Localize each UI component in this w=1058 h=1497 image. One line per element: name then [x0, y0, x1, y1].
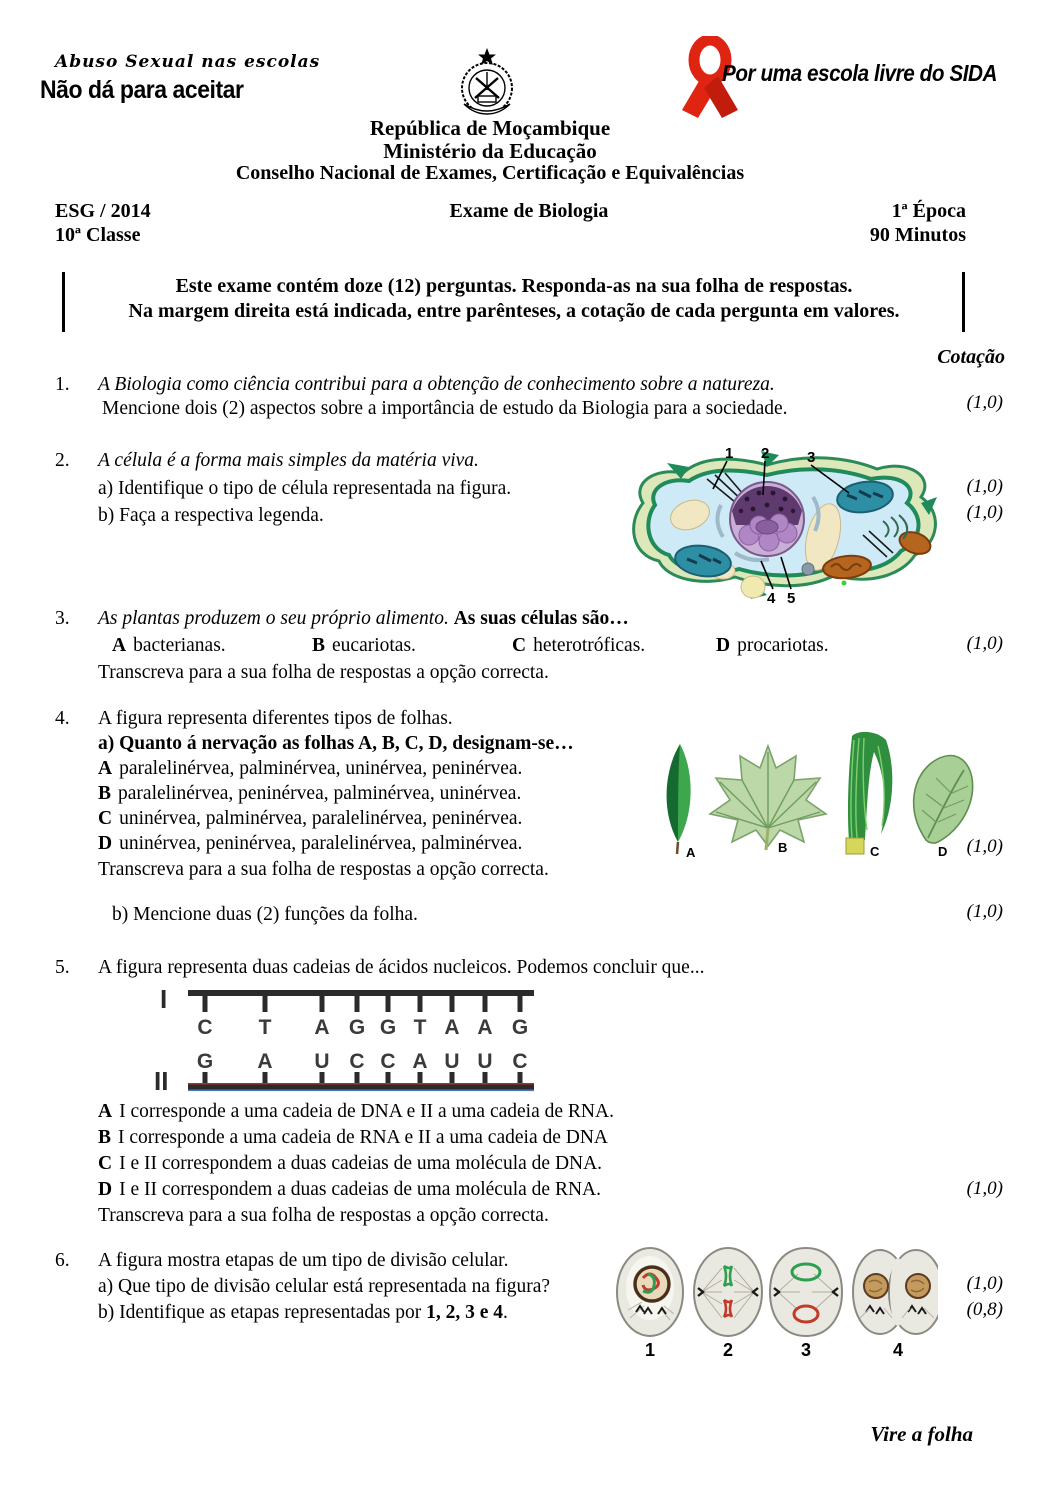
org-line-republic: República de Moçambique	[369, 116, 611, 140]
exam-title: Exame de Biologia	[449, 200, 609, 222]
q1-cotacao: (1,0)	[966, 392, 1003, 413]
leaf-label-c: C	[870, 844, 880, 859]
cotacao-header: Cotação	[937, 346, 1005, 368]
strand-I-label: I	[160, 984, 168, 1014]
q5-stem: A figura representa duas cadeias de ácidos nucleicos. Podemos concluir que...	[98, 957, 705, 978]
exam-grade: 10ª Classe	[55, 224, 141, 246]
cell-division-figure	[608, 1240, 938, 1360]
q4-item-a: a) Quanto á nervação as folhas A, B, C, D, designam-se…	[98, 733, 574, 754]
org-line-ministry: Ministério da Educação	[383, 139, 597, 163]
q5-number: 5.	[55, 957, 70, 978]
q5-instruction: Transcreva para a sua folha de respostas a opção correcta.	[98, 1205, 549, 1226]
strand2-base: C	[380, 1050, 396, 1073]
strand1-base: G	[379, 1016, 397, 1039]
notice-line-2: Na margem direita está indicada, entre parênteses, a cotação de cada pergunta em valores.	[128, 300, 900, 322]
exam-epoch: 1ª Época	[891, 200, 966, 222]
strand2-base: A	[257, 1050, 273, 1073]
strand2-base: A	[412, 1050, 428, 1073]
q3-instruction: Transcreva para a sua folha de respostas a opção correcta.	[98, 662, 549, 683]
strand2-base: U	[444, 1050, 460, 1073]
nucleic-acid-figure	[150, 982, 550, 1097]
q3-option-c: C heterotróficas.	[512, 635, 646, 656]
q2-item-a: a) Identifique o tipo de célula representada na figura.	[98, 478, 512, 499]
leaf-types-figure	[638, 730, 1013, 870]
q4-option-b: B paralelinérvea, peninérvea, palminérvea, uninérvea.	[98, 783, 522, 804]
cell-label-2: 2	[761, 445, 770, 462]
q4-number: 4.	[55, 708, 70, 729]
strand2-base: C	[349, 1050, 365, 1073]
strand2-base: U	[314, 1050, 330, 1073]
q4-item-b: b) Mencione duas (2) funções da folha.	[112, 904, 418, 925]
strand1-base: T	[258, 1016, 272, 1039]
strand1-base: G	[348, 1016, 366, 1039]
strand2-base: U	[477, 1050, 493, 1073]
q4-option-d: D uninérvea, peninérvea, paralelinérvea, palminérvea.	[98, 833, 523, 854]
q4-instruction: Transcreva para a sua folha de respostas a opção correcta.	[98, 859, 549, 880]
q6-number: 6.	[55, 1250, 70, 1271]
q4-cotacao-a: (1,0)	[966, 836, 1003, 857]
q3-option-d: D procariotas.	[716, 635, 829, 656]
stage-label-1: 1	[644, 1340, 656, 1360]
q5-option-c: C I e II correspondem a duas cadeias de uma molécula de DNA.	[98, 1153, 603, 1174]
org-line-council: Conselho Nacional de Exames, Certificação e Equivalências	[235, 162, 745, 184]
q1-stem: A Biologia como ciência contribui para a obtenção de conhecimento sobre a natureza.	[98, 374, 775, 395]
notice-right-bar	[962, 272, 965, 332]
q3-stem-bold: As suas células são…	[453, 608, 629, 629]
q6-item-b: b) Identifique as etapas representadas por 1, 2, 3 e 4.	[98, 1302, 508, 1323]
q2-cotacao-b: (1,0)	[966, 502, 1003, 523]
leaf-label-a: A	[686, 845, 696, 860]
q5-option-b: B I corresponde a uma cadeia de RNA e II a uma cadeia de DNA	[98, 1127, 609, 1148]
q3-stem-italic: As plantas produzem o seu próprio alimento.	[98, 608, 449, 629]
q5-option-d: D I e II correspondem a duas cadeias de uma molécula de RNA.	[98, 1179, 601, 1200]
q1-number: 1.	[55, 374, 70, 395]
exam-duration: 90 Minutos	[869, 224, 966, 246]
q3-number: 3.	[55, 608, 70, 629]
strand1-base: A	[477, 1016, 493, 1039]
strand2-base: G	[196, 1050, 214, 1073]
q1-task: Mencione dois (2) aspectos sobre a importância de estudo da Biologia para a sociedade.	[102, 398, 788, 419]
strand1-base: C	[197, 1016, 213, 1039]
q4-option-c: C uninérvea, palminérvea, paralelinérvea, peninérvea.	[98, 808, 523, 829]
exam-code: ESG / 2014	[55, 200, 151, 222]
q4-stem: A figura representa diferentes tipos de folhas.	[98, 708, 453, 729]
q6-cotacao-a: (1,0)	[966, 1273, 1003, 1294]
stage-label-4: 4	[892, 1340, 904, 1360]
plant-cell-figure	[615, 445, 950, 605]
turn-page-note: Vire a folha	[870, 1422, 973, 1446]
strand-II-label: II	[154, 1066, 169, 1096]
cell-label-1: 1	[725, 445, 734, 462]
q3-option-b: B eucariotas.	[312, 635, 416, 656]
strand1-base: T	[413, 1016, 427, 1039]
cell-label-5: 5	[787, 590, 796, 605]
q2-number: 2.	[55, 450, 70, 471]
cell-label-4: 4	[767, 590, 776, 605]
leaf-label-b: B	[778, 840, 788, 855]
q2-cotacao-a: (1,0)	[966, 476, 1003, 497]
q5-cotacao: (1,0)	[966, 1178, 1003, 1199]
campaign-left-title: Não dá para aceitar	[40, 76, 244, 104]
mozambique-coat-of-arms-icon	[450, 46, 524, 120]
q3-cotacao: (1,0)	[966, 633, 1003, 654]
strand1-base: G	[511, 1016, 529, 1039]
q3-option-a: A bacterianas.	[112, 635, 226, 656]
q2-item-b: b) Faça a respectiva legenda.	[98, 505, 324, 526]
q6-item-a: a) Que tipo de divisão celular está representada na figura?	[98, 1276, 551, 1297]
q2-stem: A célula é a forma mais simples da matéria viva.	[98, 450, 479, 471]
notice-line-1: Este exame contém doze (12) perguntas. Responda-as na sua folha de respostas.	[175, 275, 853, 297]
strand1-base: A	[314, 1016, 330, 1039]
q6-stem: A figura mostra etapas de um tipo de divisão celular.	[98, 1250, 509, 1271]
strand2-base: C	[512, 1050, 528, 1073]
strand1-base: A	[444, 1016, 460, 1039]
q4-option-a: A paralelinérvea, palminérvea, uninérvea, peninérvea.	[98, 758, 523, 779]
campaign-left-slogan: Abuso Sexual nas escolas	[55, 52, 321, 72]
campaign-right-slogan: Por uma escola livre do SIDA	[722, 60, 998, 86]
q6-cotacao-b: (0,8)	[966, 1299, 1003, 1320]
leaf-label-d: D	[938, 844, 948, 859]
q5-option-a: A I corresponde a uma cadeia de DNA e II a uma cadeia de RNA.	[98, 1101, 614, 1122]
stage-label-2: 2	[722, 1340, 734, 1360]
q4-cotacao-b: (1,0)	[966, 901, 1003, 922]
stage-label-3: 3	[800, 1340, 812, 1360]
notice-left-bar	[62, 272, 65, 332]
cell-label-3: 3	[807, 449, 816, 466]
